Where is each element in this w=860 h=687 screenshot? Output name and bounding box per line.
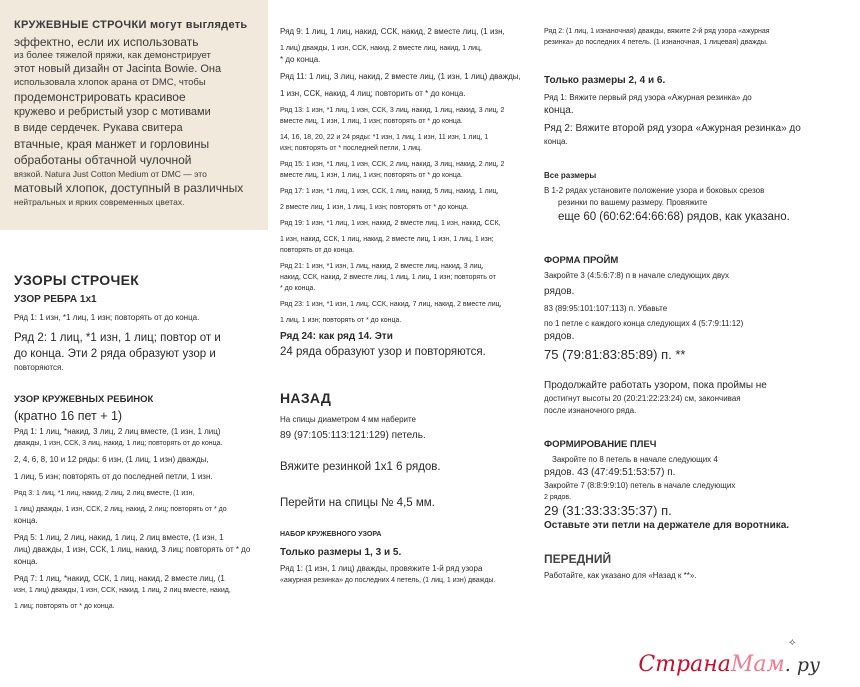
pattern-row: 2 вместе лиц, 1 изн, 1 лиц, 1 изн; повторять от * до конца. [280,204,469,211]
rib-row: Ряд 1: 1 изн, *1 лиц, 1 изн; повторять от до конца. [14,313,200,322]
pattern-row: 1 лиц, 5 изн; повторять от до последней петли, 1 изн. [14,472,213,481]
site-watermark-logo [638,652,820,677]
shoulder-line: 29 (31:33:33:35:37) п. [544,503,672,518]
continue-line: достигнут высоты 20 (20:21:22:23:24) см, закончивая [544,394,741,403]
sizes-heading: Только размеры 2, 4 и 6. [544,75,666,86]
column-right [530,0,860,582]
shoulder-line: 2 рядов. [544,494,572,501]
back-cast: На спицы диаметром 4 мм наберите [280,415,417,424]
intro-line: КРУЖЕВНЫЕ СТРОЧКИ могут выглядеть [14,19,248,31]
back-row2-line: резинка» до последних 4 петель. (1 изнаночная, 1 лицевая) дважды. [544,39,768,46]
all-sizes-line: еще 60 (60:62:64:66:68) рядов, как указано. [558,211,790,223]
pattern-row: изн; повторять от * последней петли, 1 лиц. [280,145,422,152]
row24: Ряд 24: как ряд 14. Эти [280,331,393,342]
pattern-rows [280,26,524,326]
all-sizes-line: резинки по вашему размеру. Провяжите [558,198,708,207]
back-row2 [530,26,860,48]
sizes-row: конца. [544,137,568,146]
pattern-row: Ряд 9: 1 лиц, 1 лиц, накид, ССК, накид, 2 вместе лиц, (1 изн, [280,27,505,36]
sizes-row: Ряд 1: Вяжите первый ряд узора «Ажурная резинка» до [544,93,752,102]
armhole-line: 83 (89:95:101:107:113) п. Убавьте [544,304,668,313]
back-cast: 89 (97:105:113:121:129) петель. [280,430,426,441]
logo-word: . ру [784,654,820,676]
pattern-row: * до конца. [280,285,316,292]
rib-row: до конца. Эти 2 ряда образуют узор и [14,348,216,360]
front-title: ПЕРЕДНИЙ [544,552,612,566]
shoulder-line: Закройте по 8 петель в начале следующих 4 [552,455,718,464]
back-needles: Перейти на спицы № 4,5 мм. [280,497,435,509]
rib-row: Ряд 2: 1 лиц, *1 изн, 1 лиц; повтор от и [14,332,221,344]
all-sizes-heading: Все размеры [544,171,597,180]
pattern-row: 1 лиц) дважды, 1 изн, ССК, накид, 2 вместе лиц, накид, 1 лиц, [280,45,482,52]
pattern-row: Ряд 23: 1 изн, *1 изн, 1 лиц, ССК, накид, 7 лиц, накид, 2 вместе лиц, [280,301,502,308]
shoulder-section [530,439,860,533]
sizes-246-section [530,74,860,148]
pattern-row: повторять от до конца. [280,247,355,254]
intro-line: вязкой. Natura Just Cotton Medium от DMC — это [14,169,207,180]
back-title: НАЗАД [280,390,332,406]
intro-line: из более тяжелой пряжи, как демонстрирует [14,49,211,61]
pattern-row: 1 лиц; повторять от * до конца. [14,603,115,610]
pattern-row: изн, 1 лиц) дважды, 1 изн, ССК, накид, 1 лиц, 2 лиц вместе, накид, [14,587,231,594]
back-row1: «ажурная резинка» до последних 4 петель, (1 лиц, 1 изн) дважды. [280,577,496,584]
pattern-row: Ряд 13: 1 изн, *1 лиц, 1 изн, ССК, 3 лиц, накид, 1 лиц, накид, 3 лиц, 2 [280,107,505,114]
intro-line: этот новый дизайн от Jacinta Bowie. Она [14,62,222,75]
logo-word: Страна [638,652,731,677]
intro-line: кружево и ребристый узор с мотивами [14,106,211,119]
shoulder-heading: ФОРМИРОВАНИЕ ПЛЕЧ [544,439,657,450]
sizes-heading: Только размеры 1, 3 и 5. [280,547,402,558]
intro-line: обработаны обтачной чулочной [14,153,192,168]
all-sizes-line: В 1-2 рядах установите положение узора и боковых срезов [544,186,765,195]
pattern-row: лиц) дважды, 1 изн, ССК, 1 лиц, накид, 3 лиц; повторять от * до [14,545,251,554]
lace-multiple: (кратно 16 пет + 1) [14,409,123,423]
rib-row: повторяются. [14,363,64,372]
armhole-line: по 1 петле с каждого конца следующих 4 (5:7:9:11:12) [544,319,744,328]
pattern-row: * до конца. [280,55,321,64]
stitch-patterns-section [0,272,268,612]
pattern-row: 1 изн, накид, ССК, 1 лиц, накид, 2 вместе лиц, 1 изн, 1 лиц, 1 изн; [280,236,494,243]
pattern-row: дважды, 1 изн, ССК, 3 лиц, накид, 1 лиц; повторять от до конца. [14,440,223,447]
pattern-row: конца. [14,516,38,525]
pattern-row: вместе лиц, 1 изн, 1 лиц, 1 изн; повторять от * до конца. [280,172,463,179]
continue-line: после изнаночного ряда. [544,406,637,415]
armhole-line: рядов. [544,286,575,297]
shoulder-line: рядов. 43 (47:49:51:53:57) п. [544,467,676,478]
continue-section [530,379,860,417]
pattern-row: Ряд 21: 1 изн, *1 изн, 1 лиц, накид, 2 вместе лиц, накид, 3 лиц, [280,263,484,270]
intro-box [0,0,268,230]
back-rib: Вяжите резинкой 1x1 6 рядов. [280,461,441,473]
pattern-row: накид, ССК, накид, 2 вместе лиц, 1 лиц, 1 лиц, 1 изн; повторять от [280,274,496,281]
armhole-heading: ФОРМА ПРОЙМ [544,255,619,266]
back-row2-line: Ряд 2: (1 лиц, 1 изнаночная) дважды, вяжите 2-й ряд узора «ажурная [544,28,770,35]
lace-rows-continued [268,26,530,360]
lace-rows [14,426,258,612]
pattern-row: Ряд 5: 1 лиц, 2 лиц, накид, 1 лиц, 2 лиц вместе, (1 изн, 1 [14,533,224,542]
pattern-row: Ряд 17: 1 изн, *1 лиц, 1 изн, ССК, 1 лиц, накид, 5 лиц, накид, 1 лиц, [280,188,499,195]
column-left [0,0,268,612]
intro-line: продемонстрировать красивое [14,90,186,105]
back-section [268,390,530,586]
front-line: Работайте, как указано для «Назад к **». [544,571,697,580]
shoulder-line: Оставьте эти петли на держателе для воротника. [544,520,790,531]
pattern-row: Ряд 1: 1 лиц, *накид, 3 лиц, 2 лиц вместе, (1 изн, 1 лиц) [14,427,221,436]
pattern-row: 14, 16, 18, 20, 22 и 24 ряды: *1 изн, 1 лиц, 1 изн, 11 изн, 1 лиц, 1 [280,134,489,141]
pattern-row: Ряд 11: 1 лиц, 3 лиц, накид, 2 вместе лиц, (1 изн, 1 лиц) дважды, [280,72,521,81]
pattern-row: Ряд 15: 1 изн, *1 лиц, 1 изн, ССК, 2 лиц, накид, 3 лиц, накид, 2 лиц, 2 [280,161,505,168]
pattern-row: Ряд 19: 1 изн, *1 лиц, 1 изн, накид, 2 вместе лиц, 1 изн, накид, ССК, [280,220,501,227]
section-title: УЗОРЫ СТРОЧЕК [14,272,140,288]
shoulder-line: Закройте 7 (8:8:9:9:10) петель в начале следующих [544,481,736,490]
column-middle [268,0,530,586]
armhole-line: 75 (79:81:83:85:89) п. ** [544,347,686,362]
back-row1: Ряд 1: (1 изн, 1 лиц) дважды, провяжите 1-й ряд узора [280,564,483,573]
intro-line: нейтральных и ярких современных цветах. [14,197,185,208]
armhole-section [530,255,860,363]
pattern-row: Ряд 7: 1 лиц, *накид, ССК, 1 лиц, накид, 2 вместе лиц, (1 [14,574,225,583]
row24: 24 ряда образуют узор и повторяются. [280,346,486,358]
pattern-row: 2, 4, 6, 8, 10 и 12 ряды: 6 изн, (1 лиц, 1 изн) дважды, [14,455,209,464]
continue-line: Продолжайте работать узором, пока проймы не [544,380,767,391]
intro-line: втачные, края манжет и горловины [14,137,210,152]
intro-line: эффектно, если их использовать [14,34,199,49]
front-section [530,551,860,582]
lace-set-heading: НАБОР КРУЖЕВНОГО УЗОРА [280,531,382,538]
intro-line: в виде сердечек. Рукава свитера [14,121,183,134]
pattern-row: конца. [14,557,38,566]
lace-heading: УЗОР КРУЖЕВНЫХ РЕБИНОК [14,394,154,405]
pattern-row: 1 лиц) дважды, 1 изн, ССК, 2 лиц, накид, 2 лиц; повторять от * до [14,506,227,513]
pattern-row: вместе лиц, 1 изн, 1 лиц, 1 изн; повторять от * до конца. [280,118,463,125]
wing-icon: ⟡ [789,637,796,648]
sizes-row: конца. [544,105,574,116]
intro-line: матовый хлопок, доступный в различных [14,181,244,196]
armhole-line: рядов. [544,331,575,342]
all-sizes-section [530,170,860,225]
pattern-row: 1 изн, ССК, накид, 4 лиц; повторить от * до конца. [280,89,466,98]
logo-word: Мам [730,652,785,677]
intro-line: использовала хлопок арана от DMC, чтобы [14,77,206,89]
rib-heading: УЗОР РЕБРА 1x1 [14,294,97,305]
pattern-row: 1 лиц, 1 изн; повторять от * до конца. [280,317,402,324]
sizes-row: Ряд 2: Вяжите второй ряд узора «Ажурная резинка» до [544,123,801,134]
pattern-row: Ряд 3: 1 лиц, *1 лиц, накид, 2 лиц, 2 лиц вместе, (1 изн, [14,490,195,497]
armhole-line: Закройте 3 (4:5:6:7:8) п в начале следующих двух [544,271,730,280]
